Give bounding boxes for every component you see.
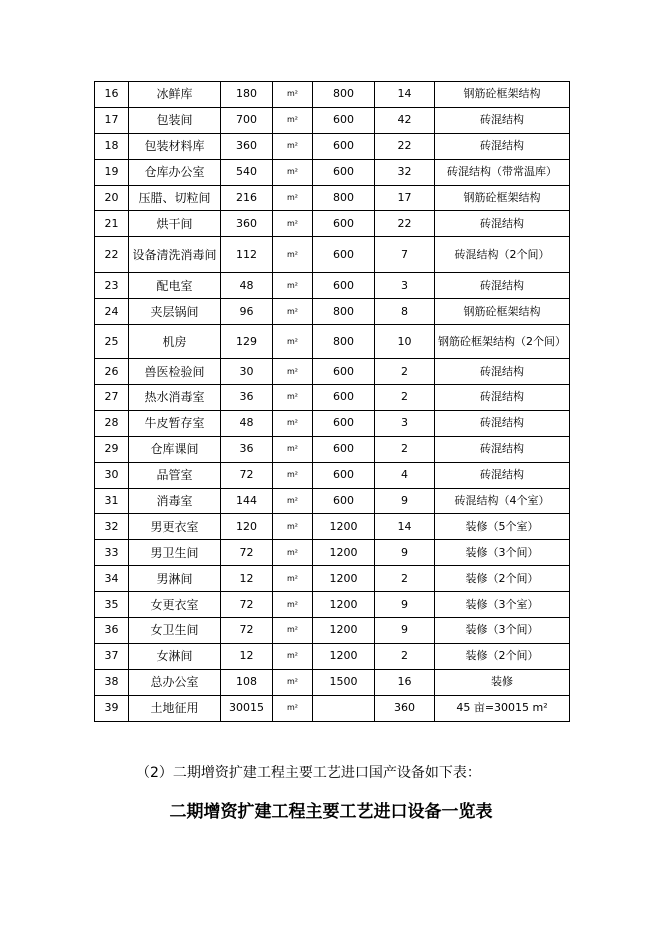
cell-unit: m² — [273, 82, 313, 108]
cell-unit: m² — [273, 410, 313, 436]
cell-unit: m² — [273, 462, 313, 488]
cell-unit-price: 1200 — [313, 592, 375, 618]
cell-cost: 360 — [375, 695, 435, 721]
cell-name: 包装材料库 — [129, 133, 221, 159]
table-row — [95, 133, 570, 159]
table-row — [95, 82, 570, 108]
cell-cost: 42 — [375, 107, 435, 133]
cell-cost: 10 — [375, 325, 435, 359]
cell-structure: 装修 — [435, 669, 570, 695]
table-row — [95, 159, 570, 185]
cell-unit-price: 1200 — [313, 618, 375, 644]
cell-structure: 砖混结构 — [435, 211, 570, 237]
cell-cost: 32 — [375, 159, 435, 185]
cell-area: 72 — [221, 540, 273, 566]
cell-no: 22 — [95, 237, 129, 273]
table-row — [95, 566, 570, 592]
cell-name: 女更衣室 — [129, 592, 221, 618]
cell-area: 216 — [221, 185, 273, 211]
cell-unit-price: 600 — [313, 237, 375, 273]
table-row — [95, 325, 570, 359]
table-row — [95, 695, 570, 721]
cell-structure: 装修（3个间） — [435, 540, 570, 566]
cell-name: 土地征用 — [129, 695, 221, 721]
cell-name: 男更衣室 — [129, 514, 221, 540]
cell-cost: 22 — [375, 211, 435, 237]
cell-name: 设备清洗消毒间 — [129, 237, 221, 273]
cell-area: 36 — [221, 385, 273, 411]
cell-unit: m² — [273, 643, 313, 669]
cell-unit-price: 600 — [313, 436, 375, 462]
cell-area: 360 — [221, 211, 273, 237]
cell-unit: m² — [273, 592, 313, 618]
cell-cost: 9 — [375, 488, 435, 514]
cell-structure: 钢筋砼框架结构 — [435, 185, 570, 211]
cell-unit-price: 1200 — [313, 566, 375, 592]
cell-no: 29 — [95, 436, 129, 462]
cell-name: 热水消毒室 — [129, 385, 221, 411]
cell-unit: m² — [273, 540, 313, 566]
cell-unit-price: 1200 — [313, 643, 375, 669]
cell-name: 总办公室 — [129, 669, 221, 695]
cell-cost: 14 — [375, 82, 435, 108]
cell-cost: 2 — [375, 359, 435, 385]
table-row — [95, 436, 570, 462]
cell-unit-price: 600 — [313, 385, 375, 411]
cell-name: 包装间 — [129, 107, 221, 133]
cell-name: 男淋间 — [129, 566, 221, 592]
cell-no: 39 — [95, 695, 129, 721]
cell-unit-price: 800 — [313, 82, 375, 108]
section-heading: 二期增资扩建工程主要工艺进口设备一览表 — [169, 802, 493, 822]
cell-unit: m² — [273, 185, 313, 211]
cell-structure: 砖混结构 — [435, 133, 570, 159]
table-row — [95, 643, 570, 669]
cell-cost: 3 — [375, 273, 435, 299]
cell-structure: 砖混结构 — [435, 107, 570, 133]
cell-area: 36 — [221, 436, 273, 462]
cell-unit-price: 1500 — [313, 669, 375, 695]
cell-structure: 砖混结构（带常温库） — [435, 159, 570, 185]
cell-unit: m² — [273, 159, 313, 185]
cell-no: 18 — [95, 133, 129, 159]
table-row — [95, 211, 570, 237]
cell-unit: m² — [273, 618, 313, 644]
cell-name: 机房 — [129, 325, 221, 359]
cell-name: 兽医检验间 — [129, 359, 221, 385]
cell-area: 72 — [221, 592, 273, 618]
cell-structure: 砖混结构（2个间） — [435, 237, 570, 273]
cell-area: 48 — [221, 410, 273, 436]
table-row — [95, 514, 570, 540]
cell-unit-price: 600 — [313, 359, 375, 385]
cell-area: 700 — [221, 107, 273, 133]
cell-structure: 装修（3个间） — [435, 618, 570, 644]
cell-unit: m² — [273, 133, 313, 159]
cell-cost: 2 — [375, 436, 435, 462]
cell-structure: 砖混结构 — [435, 359, 570, 385]
cell-unit-price: 600 — [313, 107, 375, 133]
cell-structure: 钢筋砼框架结构 — [435, 299, 570, 325]
cell-unit-price: 600 — [313, 462, 375, 488]
cell-cost: 8 — [375, 299, 435, 325]
table-row — [95, 410, 570, 436]
cell-structure: 装修（5个室） — [435, 514, 570, 540]
cell-no: 17 — [95, 107, 129, 133]
cell-structure: 钢筋砼框架结构 — [435, 82, 570, 108]
table-row — [95, 385, 570, 411]
cell-structure: 砖混结构（4个室） — [435, 488, 570, 514]
table-body — [95, 82, 570, 722]
cell-name: 品管室 — [129, 462, 221, 488]
cell-unit: m² — [273, 488, 313, 514]
cell-structure: 砖混结构 — [435, 410, 570, 436]
table-row — [95, 462, 570, 488]
cell-no: 37 — [95, 643, 129, 669]
table-row — [95, 618, 570, 644]
cell-no: 38 — [95, 669, 129, 695]
table-row — [95, 359, 570, 385]
cell-area: 112 — [221, 237, 273, 273]
cell-name: 女卫生间 — [129, 618, 221, 644]
cell-structure: 装修（3个室） — [435, 592, 570, 618]
cell-cost: 9 — [375, 618, 435, 644]
table-row — [95, 237, 570, 273]
cell-unit: m² — [273, 359, 313, 385]
cell-no: 36 — [95, 618, 129, 644]
cell-no: 26 — [95, 359, 129, 385]
cell-unit: m² — [273, 436, 313, 462]
cell-area: 12 — [221, 566, 273, 592]
cell-unit-price: 1200 — [313, 540, 375, 566]
cell-structure: 砖混结构 — [435, 462, 570, 488]
cell-no: 31 — [95, 488, 129, 514]
cell-unit-price: 600 — [313, 488, 375, 514]
cell-area: 129 — [221, 325, 273, 359]
cell-structure: 钢筋砼框架结构（2个间） — [435, 325, 570, 359]
cell-cost: 9 — [375, 592, 435, 618]
cell-cost: 14 — [375, 514, 435, 540]
cell-cost: 7 — [375, 237, 435, 273]
cell-name: 牛皮暂存室 — [129, 410, 221, 436]
cell-area: 72 — [221, 462, 273, 488]
table-row — [95, 669, 570, 695]
cell-unit-price: 600 — [313, 159, 375, 185]
cell-structure: 45 亩=30015 m² — [435, 695, 570, 721]
facility-table — [94, 81, 570, 722]
cell-structure: 砖混结构 — [435, 385, 570, 411]
cell-structure: 装修（2个间） — [435, 643, 570, 669]
table-row — [95, 488, 570, 514]
cell-no: 33 — [95, 540, 129, 566]
cell-unit-price: 600 — [313, 211, 375, 237]
cell-unit: m² — [273, 385, 313, 411]
cell-name: 消毒室 — [129, 488, 221, 514]
cell-structure: 装修（2个间） — [435, 566, 570, 592]
cell-unit: m² — [273, 325, 313, 359]
cell-no: 21 — [95, 211, 129, 237]
cell-area: 30015 — [221, 695, 273, 721]
cell-unit-price: 600 — [313, 273, 375, 299]
cell-no: 27 — [95, 385, 129, 411]
cell-cost: 16 — [375, 669, 435, 695]
cell-unit-price: 600 — [313, 133, 375, 159]
cell-no: 25 — [95, 325, 129, 359]
cell-no: 20 — [95, 185, 129, 211]
cell-cost: 22 — [375, 133, 435, 159]
cell-no: 32 — [95, 514, 129, 540]
cell-area: 96 — [221, 299, 273, 325]
cell-unit-price: 600 — [313, 410, 375, 436]
cell-unit: m² — [273, 669, 313, 695]
cell-cost: 2 — [375, 643, 435, 669]
cell-structure: 砖混结构 — [435, 273, 570, 299]
cell-no: 30 — [95, 462, 129, 488]
cell-structure: 砖混结构 — [435, 436, 570, 462]
cell-name: 仓库办公室 — [129, 159, 221, 185]
cell-area: 72 — [221, 618, 273, 644]
cell-name: 仓库课间 — [129, 436, 221, 462]
cell-area: 30 — [221, 359, 273, 385]
cell-area: 360 — [221, 133, 273, 159]
table-row — [95, 107, 570, 133]
cell-unit: m² — [273, 273, 313, 299]
cell-no: 35 — [95, 592, 129, 618]
cell-cost: 2 — [375, 385, 435, 411]
cell-no: 34 — [95, 566, 129, 592]
cell-name: 烘干间 — [129, 211, 221, 237]
cell-unit-price: 800 — [313, 325, 375, 359]
table-row — [95, 592, 570, 618]
cell-no: 23 — [95, 273, 129, 299]
cell-name: 压腊、切粒间 — [129, 185, 221, 211]
cell-unit-price: 800 — [313, 299, 375, 325]
cell-cost: 3 — [375, 410, 435, 436]
cell-unit: m² — [273, 514, 313, 540]
cell-area: 108 — [221, 669, 273, 695]
cell-area: 120 — [221, 514, 273, 540]
cell-unit-price — [313, 695, 375, 721]
cell-area: 12 — [221, 643, 273, 669]
cell-name: 夹层锅间 — [129, 299, 221, 325]
cell-area: 180 — [221, 82, 273, 108]
cell-unit: m² — [273, 695, 313, 721]
cell-unit: m² — [273, 566, 313, 592]
cell-no: 16 — [95, 82, 129, 108]
cell-unit-price: 1200 — [313, 514, 375, 540]
cell-no: 28 — [95, 410, 129, 436]
cell-unit: m² — [273, 107, 313, 133]
table-row — [95, 299, 570, 325]
cell-area: 144 — [221, 488, 273, 514]
cell-name: 配电室 — [129, 273, 221, 299]
table-row — [95, 273, 570, 299]
table-row — [95, 185, 570, 211]
cell-cost: 17 — [375, 185, 435, 211]
cell-name: 女淋间 — [129, 643, 221, 669]
cell-unit: m² — [273, 299, 313, 325]
table-row — [95, 540, 570, 566]
cell-name: 冰鲜库 — [129, 82, 221, 108]
cell-unit: m² — [273, 237, 313, 273]
cell-cost: 9 — [375, 540, 435, 566]
cell-area: 540 — [221, 159, 273, 185]
cell-name: 男卫生间 — [129, 540, 221, 566]
section-note: （2）二期增资扩建工程主要工艺进口国产设备如下表： — [136, 765, 481, 781]
cell-unit-price: 800 — [313, 185, 375, 211]
cell-cost: 4 — [375, 462, 435, 488]
cell-no: 19 — [95, 159, 129, 185]
cell-no: 24 — [95, 299, 129, 325]
cell-area: 48 — [221, 273, 273, 299]
cell-cost: 2 — [375, 566, 435, 592]
cell-unit: m² — [273, 211, 313, 237]
